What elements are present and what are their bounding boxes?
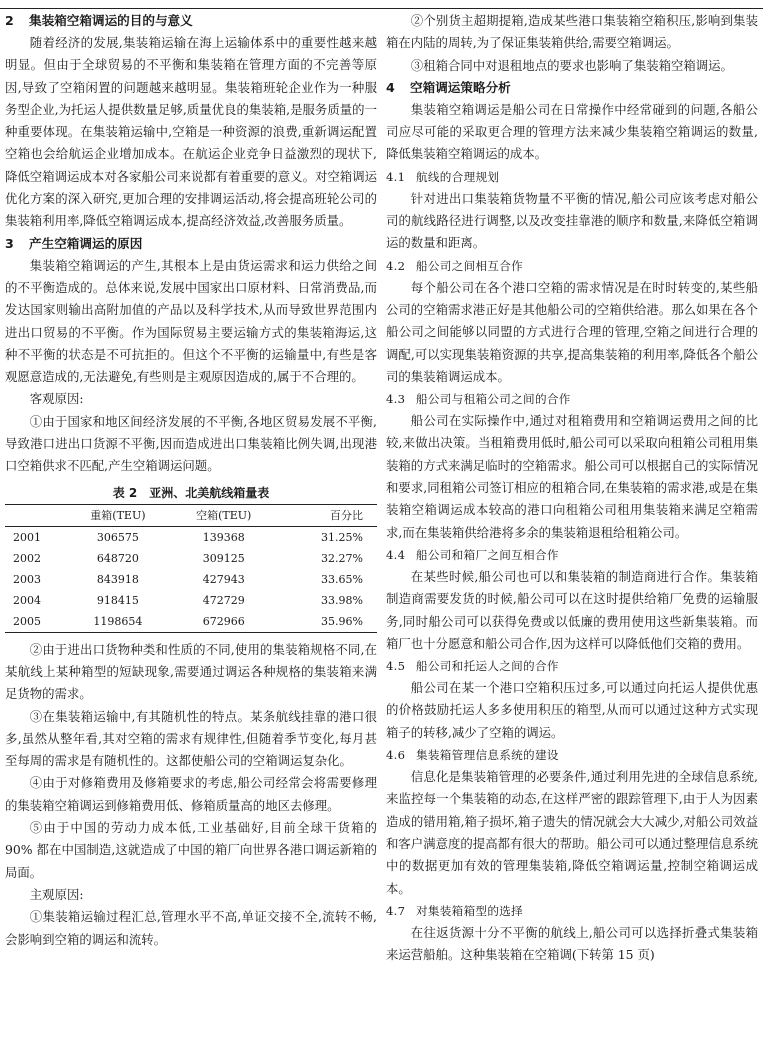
subsection-4-6-paragraph: 信息化是集装箱管理的必要条件,通过利用先进的全球信息系统,来监控每一个集装箱的动态,在这样严密的跟踪管理下,由于人为因素造成的错用箱,箱子损坏,箱子遗失的情况就会大大减少,对船公司效益和客户满意度的提高都有很大的帮助。船公司可以通过整理信息系统中的数据更加有效的管理集装箱,降低空箱调运量,控制空箱调运成本。 [386,769,758,896]
subsection-4-7-heading: 4.7 对集装箱箱型的选择 [386,903,524,918]
right-column [386,10,758,966]
cell-empty: 672966 [202,614,245,628]
objective-cause-4: ④由于对修箱费用及修箱要求的考虑,船公司经常会将需要修理的集装箱空箱调运到修箱费用低、修箱质量高的地区去修理。 [5,775,377,813]
table-row [5,526,377,548]
cell-empty: 472729 [202,593,245,607]
cell-laden: 306575 [96,530,139,544]
subsection-4-4-heading: 4.4 船公司和箱厂之间互相合作 [386,547,559,562]
section-4-paragraph: 集装箱空箱调运是船公司在日常操作中经常碰到的问题,各船公司应尽可能的采取更合理的管理方法来减少集装箱空箱调运的数量,降低集装箱空箱调运的成本。 [386,101,758,162]
subjective-cause-3: ③租箱合同中对退租地点的要求也影响了集装箱空箱调运。 [410,57,733,73]
table-row [5,569,377,590]
container-volume-table [5,504,377,633]
subjective-cause-1: ①集装箱运输过程汇总,管理水平不高,单证交接不全,流转不畅,会影响到空箱的调运和流转。 [5,909,377,947]
objective-cause-3: ③在集装箱运输中,有其随机性的特点。某条航线挂靠的港口很多,虽然从整年看,其对空箱的需求有规律性,但随着季节变化,每月甚至每周的需求是有随机性的。这都使船公司的空箱调运复杂化。 [5,708,377,769]
header-percent: 百分比 [330,508,363,522]
cell-laden: 648720 [96,551,139,565]
subsection-4-5-paragraph: 船公司在某一个港口空箱积压过多,可以通过向托运人提供优惠的价格鼓励托运人多多使用积压的箱型,从而可以通过这种方式实现箱子的转移,减少了空箱的调运。 [386,680,758,740]
table-row [5,611,377,633]
subsection-4-6-heading: 4.6 集装箱管理信息系统的建设 [386,748,559,763]
header-year [5,504,65,526]
subsection-4-5-heading: 4.5 船公司和托运人之间的合作 [386,659,559,674]
subsection-4-2-heading: 4.2 船公司之间相互合作 [386,258,524,273]
cell-year: 2005 [13,614,41,628]
left-column [5,10,377,951]
subsection-4-4-paragraph: 在某些时候,船公司也可以和集装箱的制造商进行合作。集装箱制造商需要发货的时候,船公司可以在这时提供给箱厂免费的运输服务,同时船公司可以获得免费或以低廉的费用使用这些新集装箱。而箱厂也十分愿意和船公司合作,因为这样可以降低他们交箱的费用。 [386,568,758,651]
cell-laden: 1198654 [93,614,143,628]
cell-year: 2001 [13,530,41,544]
subsection-4-1-heading: 4.1 航线的合理规划 [386,169,500,184]
section-2-heading: 2 集装箱空箱调运的目的与意义 [5,13,193,28]
header-laden: 重箱(TEU) [90,508,146,522]
subsection-4-3-paragraph: 船公司在实际操作中,通过对租箱费用和空箱调运费用之间的比较,来做出决策。当租箱费用低时,船公司可以采取向租箱公司租用集装箱的方式来满足临时的空箱需求。船公司可以根据自己的实际情况和要求,同租箱公司签订相应的租箱合同,在集装箱的需求港,或是在集装箱空箱调运成本较高的港口向租箱公司租用集装箱来满足空箱需求,而在集装箱供给港将多余的集装箱退租给租箱公司。 [386,413,758,540]
cell-percent: 33.65% [321,572,363,586]
subsection-4-1-paragraph: 针对进出口集装箱货物量不平衡的情况,船公司应该考虑对船公司的航线路径进行调整,以及改变挂靠港的顺序和数量,来降低空箱调运的数量和距离。 [386,190,758,251]
cell-percent: 35.96% [321,614,363,628]
cell-empty: 427943 [202,572,245,586]
cell-laden: 843918 [96,572,139,586]
table-2 [5,482,377,633]
cell-empty: 139368 [202,530,245,544]
cell-year: 2002 [13,551,41,565]
table-row [5,590,377,611]
subsection-4-2-paragraph: 每个船公司在各个港口空箱的需求情况是在时时转变的,某些船公司的空箱需求港正好是其他船公司的空箱供给港。那么如果在各个船公司之间能够以同盟的方式进行合理的管理,空箱之间进行合理的调配,可以实现集装箱资源的共享,提高集装箱的利用率,降低各个船公司的集装箱调运成本。 [386,279,758,384]
section-3-paragraph: 集装箱空箱调运的产生,其根本上是由货运需求和运力供给之间的不平衡造成的。总体来说,发展中国家出口原材料、日常消费品,而发达国家则输出高附加值的产品以及科学技术,从而导致世界范围内进出口贸易的不平衡。作为国际贸易主要运输方式的集装箱海运,这种不平衡的状态是不可抗拒的。但这个不平衡的运输量中,有些是客观愿意造成的,无法避免,有些则是主观原因造成的,属于不合理的。 [5,257,377,385]
section-3-heading: 3 产生空箱调运的原因 [5,235,143,251]
header-rule [0,0,763,9]
objective-cause-2: ②由于进出口货物种类和性质的不同,使用的集装箱规格不同,在某航线上某种箱型的短缺现象,需要通过调运各种规格的集装箱来满足货物的需求。 [5,641,377,702]
cell-percent: 32.27% [321,551,363,565]
cell-empty: 309125 [202,551,245,565]
objective-cause-5: ⑤由于中国的劳动力成本低,工业基础好,目前全球干货箱的 90% 都在中国制造,这就造成了中国的箱厂向世界各港口调运新箱的局面。 [5,820,377,880]
cell-year: 2004 [13,593,41,607]
section-2-paragraph: 随着经济的发展,集装箱运输在海上运输体系中的重要性越来越明显。但由于全球贸易的不平衡和集装箱在管理方面的不完善等原因,导致了空箱闲置的问题越来越明显。集装箱班轮企业作为一种服务型企业,为托运人提供数量足够,质量优良的集装箱,是服务质量的一种重要体现。在集装箱运输中,空箱是一种资源的浪费,重新调运配置空箱也会给航运企业增加成本。在航运企业竞争日益激烈的现状下,降低空箱调运成本对各家船公司来说都有着重要的意义。对空箱调运优化方案的深入研究,更加合理的安排调运活动,将会提高班轮公司的集装箱利用率,降低空箱调运成本,提高经济效益,改善服务质量。 [5,35,377,229]
objective-causes-label: 客观原因: [29,391,84,407]
cell-year: 2003 [13,572,41,586]
section-4-heading: 4 空箱调运策略分析 [386,79,511,95]
subjective-cause-2: ②个别货主超期提箱,造成某些港口集装箱空箱积压,影响到集装箱在内陆的周转,为了保证集装箱供给,需要空箱调运。 [386,13,758,51]
subsection-4-3-heading: 4.3 船公司与租箱公司之间的合作 [386,392,571,407]
table-caption: 表 2 亚洲、北美航线箱量表 [112,485,270,500]
subsection-4-7-paragraph: 在往返货源十分不平衡的航线上,船公司可以选择折叠式集装箱来运营船舶。这种集装箱在空箱调(下转第 15 页) [386,924,758,963]
continued-note: (下转第 15 页) [571,947,655,963]
cell-percent: 31.25% [321,530,363,544]
header-empty: 空箱(TEU) [196,508,252,522]
subjective-causes-label: 主观原因: [29,886,84,902]
table-header-row [5,504,377,526]
cell-laden: 918415 [96,593,139,607]
table-row [5,548,377,569]
cell-percent: 33.98% [321,593,363,607]
objective-cause-1: ①由于国家和地区间经济发展的不平衡,各地区贸易发展不平衡,导致港口进出口货源不平衡,因而造成进出口集装箱比例失调,出现港口空箱供求不匹配,产生空箱调运问题。 [5,413,377,474]
